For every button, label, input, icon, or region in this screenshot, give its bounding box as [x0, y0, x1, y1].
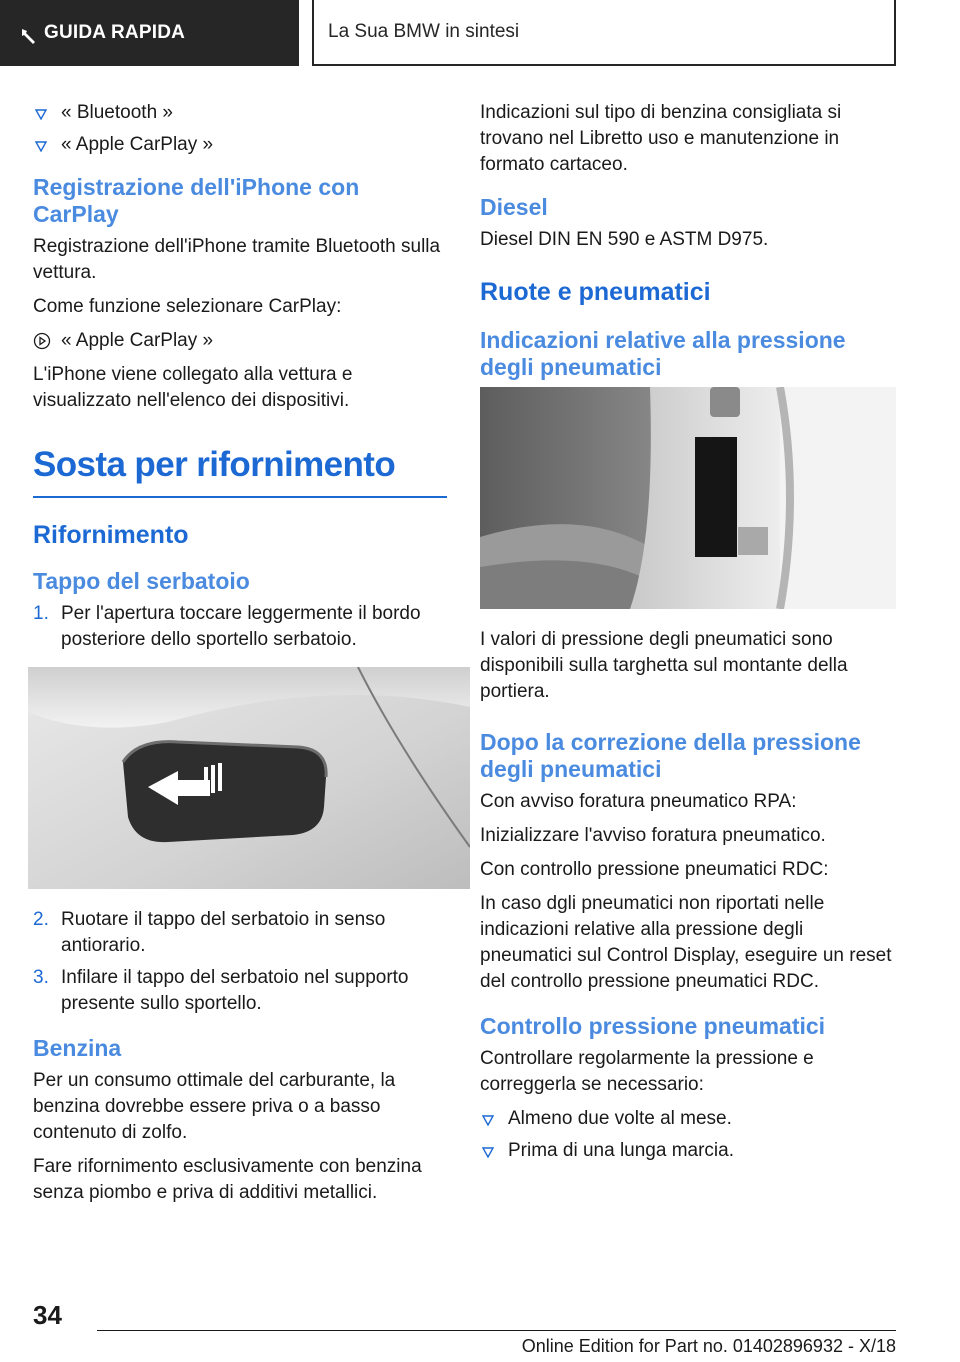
fuel-flap-image	[28, 667, 470, 889]
heading-rifornimento: Rifornimento	[33, 521, 189, 549]
heading-sosta: Sosta per rifornimento	[33, 444, 447, 498]
paragraph: Diesel DIN EN 590 e ASTM D975.	[480, 229, 769, 250]
check-frequency-list	[480, 1106, 896, 1164]
list-item: « Apple CarPlay »	[33, 132, 447, 158]
edition-note: Online Edition for Part no. 01402896932 - X/18	[521, 1336, 896, 1356]
paragraph: Indicazioni sul tipo di benzina consigliata si trovano nel Libretto uso e manutenzione in formato cartaceo.	[480, 102, 842, 175]
heading-indicazioni-pressione: Indicazioni relative alla pressione degli pneumatici	[480, 327, 846, 380]
wrench-icon	[20, 27, 38, 45]
heading-registrazione: Registrazione dell'iPhone con CarPlay	[33, 174, 360, 227]
paragraph: Controllare regolarmente la pressione e correggerla se necessario:	[480, 1048, 814, 1095]
list-item: Prima di una lunga marcia.	[480, 1138, 896, 1164]
paragraph: L'iPhone viene collegato alla vettura e visualizzato nell'elenco dei dispositivi.	[33, 364, 353, 411]
heading-dopo-correzione: Dopo la correzione della pressione degli pneumatici	[480, 729, 861, 782]
paragraph: Come funzione selezionare CarPlay:	[33, 296, 342, 317]
triangle-bullet-icon	[35, 108, 47, 120]
list-item: 2. Ruotare il tappo del serbatoio in senso antiorario.	[33, 909, 386, 956]
triangle-bullet-icon	[482, 1114, 494, 1126]
right-column	[480, 100, 896, 1170]
door-pillar-image	[480, 387, 896, 609]
connection-options-list	[33, 100, 447, 158]
door-pillar-illustration	[480, 387, 896, 609]
triangle-bullet-icon	[482, 1146, 494, 1158]
steps-list	[33, 601, 447, 653]
paragraph: Con avviso foratura pneumatico RPA:	[480, 791, 797, 812]
quick-guide-label: GUIDA RAPIDA	[44, 22, 186, 43]
paragraph: Per un consumo ottimale del carburante, la benzina dovrebbe essere priva o a basso contenuto di zolfo.	[33, 1070, 396, 1143]
paragraph: Registrazione dell'iPhone tramite Bluetooth sulla vettura.	[33, 236, 441, 283]
section-title: La Sua BMW in sintesi	[312, 0, 896, 66]
fuel-flap-illustration	[28, 667, 470, 889]
list-item: Almeno due volte al mese.	[480, 1106, 896, 1132]
carplay-menu-item: « Apple CarPlay »	[33, 328, 447, 354]
footer-divider	[97, 1330, 896, 1331]
page-number: 34	[33, 1300, 62, 1330]
list-item: 1. Per l'apertura toccare leggermente il bordo posteriore dello sportello serbatoio.	[33, 603, 421, 650]
paragraph: Inizializzare l'avviso foratura pneumatico.	[480, 825, 826, 846]
paragraph: Con controllo pressione pneumatici RDC:	[480, 859, 829, 880]
heading-diesel: Diesel	[480, 194, 548, 220]
heading-controllo: Controllo pressione pneumatici	[480, 1013, 826, 1039]
heading-tappo: Tappo del serbatoio	[33, 568, 250, 594]
paragraph: In caso dgli pneumatici non riportati nelle indicazioni relative alla pressione degli pneumatici sul Control Display, eseguire un reset del controllo pressione pneumatici RDC.	[480, 893, 892, 992]
paragraph: I valori di pressione degli pneumatici sono disponibili sulla targhetta sul montante della portiera.	[480, 629, 848, 702]
heading-ruote: Ruote e pneumatici	[480, 278, 711, 306]
heading-benzina: Benzina	[33, 1035, 122, 1061]
left-column	[33, 100, 447, 1214]
triangle-bullet-icon	[35, 140, 47, 152]
quick-guide-tab[interactable]	[0, 0, 299, 66]
list-item: 3. Infilare il tappo del serbatoio nel supporto presente sullo sportello.	[33, 967, 409, 1014]
page-header	[0, 0, 960, 66]
steps-list-continued	[33, 907, 447, 1017]
paragraph: Fare rifornimento esclusivamente con benzina senza piombo e priva di additivi metallici.	[33, 1156, 422, 1203]
list-item: « Bluetooth »	[33, 100, 447, 126]
play-circle-icon	[33, 332, 51, 350]
